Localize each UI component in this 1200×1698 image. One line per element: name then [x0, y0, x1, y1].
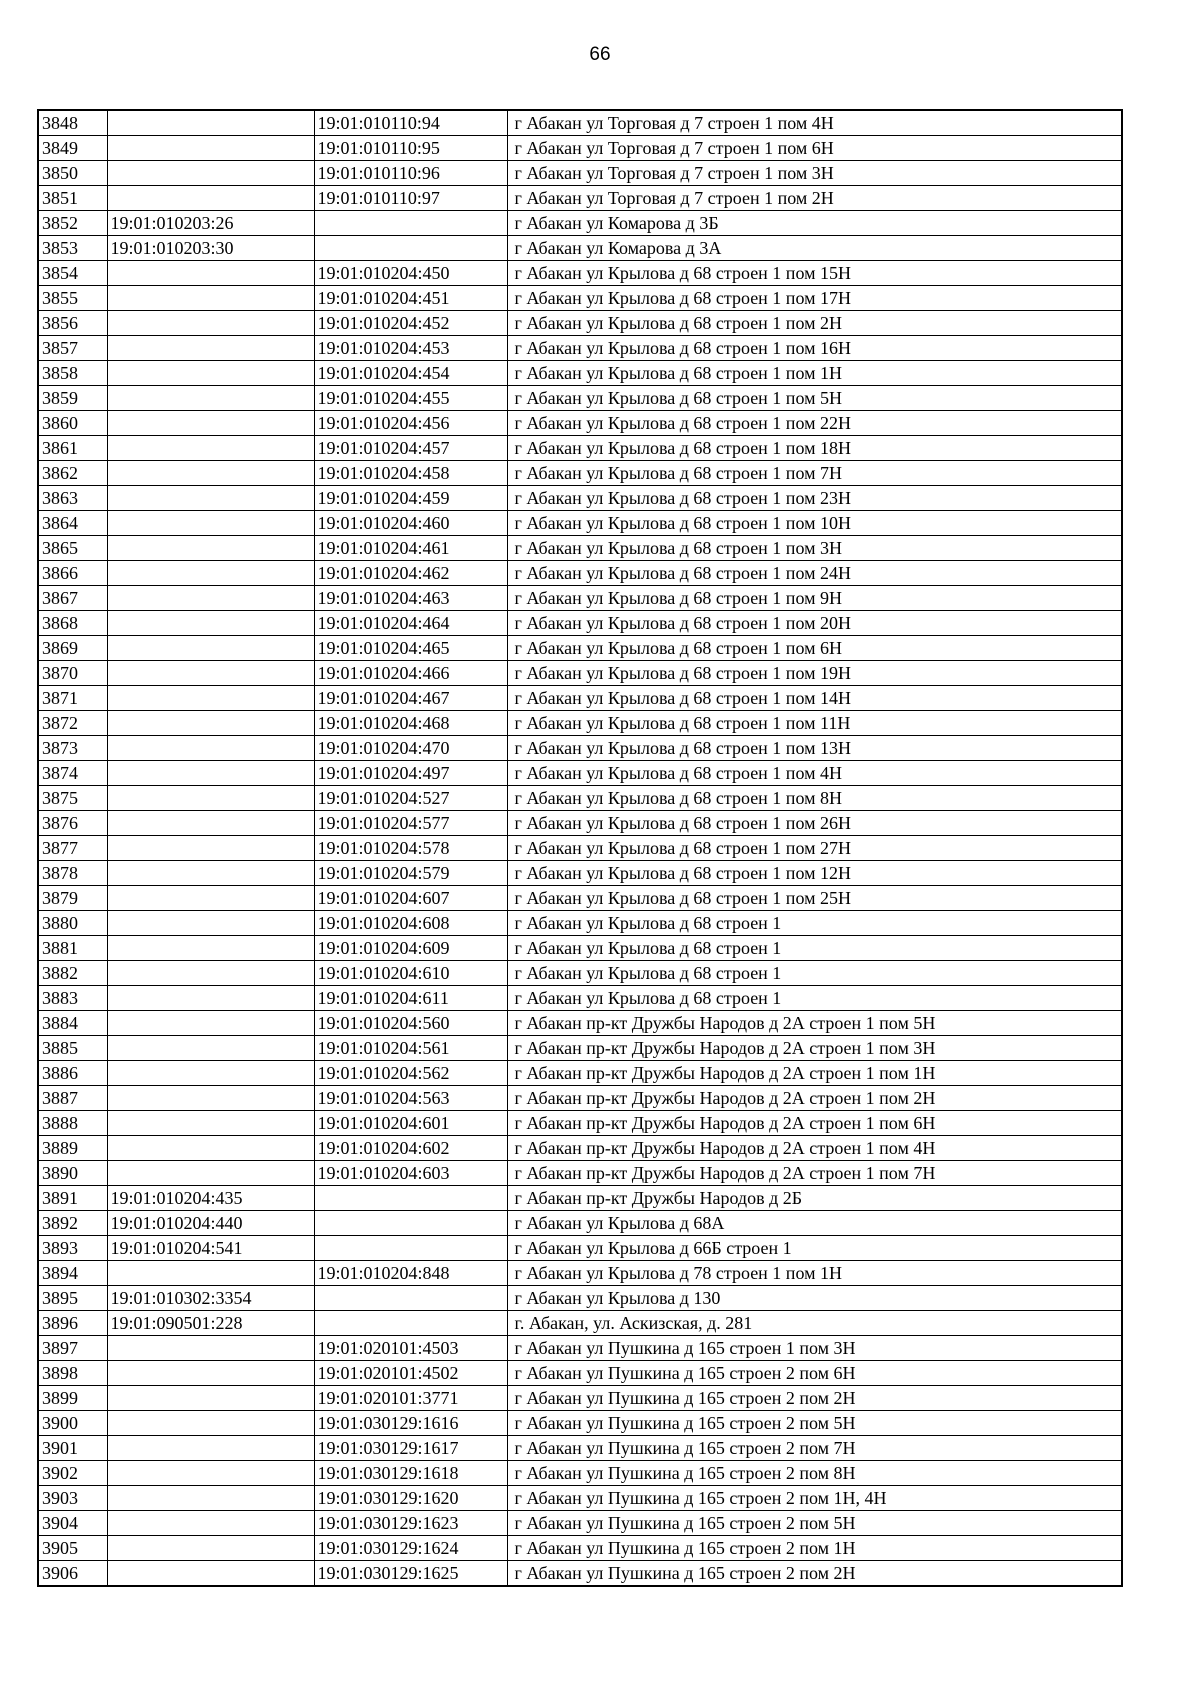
object-cadastral-number-cell: 19:01:010204:459	[314, 486, 507, 511]
land-cadastral-number-cell	[107, 761, 314, 786]
address-cell: г Абакан ул Крылова д 68 строен 1 пом 5Н	[507, 386, 1122, 411]
land-cadastral-number-cell	[107, 1461, 314, 1486]
row-number-cell: 3851	[38, 186, 107, 211]
object-cadastral-number-cell: 19:01:010204:453	[314, 336, 507, 361]
address-cell: г Абакан ул Пушкина д 165 строен 2 пом 1Н, 4Н	[507, 1486, 1122, 1511]
land-cadastral-number-cell	[107, 186, 314, 211]
row-number-cell: 3900	[38, 1411, 107, 1436]
address-cell: г Абакан ул Крылова д 68 строен 1	[507, 936, 1122, 961]
row-number-cell: 3892	[38, 1211, 107, 1236]
row-number-cell: 3877	[38, 836, 107, 861]
land-cadastral-number-cell	[107, 161, 314, 186]
object-cadastral-number-cell: 19:01:030129:1623	[314, 1511, 507, 1536]
land-cadastral-number-cell	[107, 1161, 314, 1186]
land-cadastral-number-cell	[107, 886, 314, 911]
address-cell: г Абакан ул Крылова д 68 строен 1 пом 11Н	[507, 711, 1122, 736]
land-cadastral-number-cell	[107, 1561, 314, 1587]
object-cadastral-number-cell	[314, 1186, 507, 1211]
land-cadastral-number-cell	[107, 1036, 314, 1061]
table-row	[38, 1511, 1122, 1536]
row-number-cell: 3872	[38, 711, 107, 736]
address-cell: г Абакан ул Торговая д 7 строен 1 пом 4Н	[507, 110, 1122, 136]
object-cadastral-number-cell: 19:01:010204:454	[314, 361, 507, 386]
address-cell: г Абакан ул Крылова д 68 строен 1 пом 3Н	[507, 536, 1122, 561]
address-cell: г Абакан ул Торговая д 7 строен 1 пом 6Н	[507, 136, 1122, 161]
object-cadastral-number-cell: 19:01:010204:579	[314, 861, 507, 886]
object-cadastral-number-cell: 19:01:010204:578	[314, 836, 507, 861]
address-cell: г Абакан ул Крылова д 68 строен 1 пом 17Н	[507, 286, 1122, 311]
table-row	[38, 286, 1122, 311]
address-cell: г Абакан ул Крылова д 68 строен 1 пом 25Н	[507, 886, 1122, 911]
object-cadastral-number-cell: 19:01:010204:609	[314, 936, 507, 961]
row-number-cell: 3869	[38, 636, 107, 661]
address-cell: г Абакан пр-кт Дружбы Народов д 2Б	[507, 1186, 1122, 1211]
land-cadastral-number-cell	[107, 811, 314, 836]
object-cadastral-number-cell: 19:01:010204:458	[314, 461, 507, 486]
table-row	[38, 1486, 1122, 1511]
address-cell: г Абакан ул Крылова д 68 строен 1 пом 15Н	[507, 261, 1122, 286]
page-number: 66	[589, 44, 611, 65]
registry-table-body	[38, 110, 1122, 1586]
land-cadastral-number-cell	[107, 1511, 314, 1536]
table-row	[38, 436, 1122, 461]
address-cell: г Абакан ул Пушкина д 165 строен 2 пом 7Н	[507, 1436, 1122, 1461]
table-row	[38, 1336, 1122, 1361]
address-cell: г Абакан ул Пушкина д 165 строен 2 пом 2Н	[507, 1561, 1122, 1587]
table-row	[38, 911, 1122, 936]
address-cell: г Абакан пр-кт Дружбы Народов д 2А строен 1 пом 5Н	[507, 1011, 1122, 1036]
registry-table	[37, 109, 1123, 1587]
table-row	[38, 1436, 1122, 1461]
table-row	[38, 1561, 1122, 1587]
land-cadastral-number-cell	[107, 1386, 314, 1411]
table-row	[38, 886, 1122, 911]
object-cadastral-number-cell: 19:01:010204:603	[314, 1161, 507, 1186]
row-number-cell: 3903	[38, 1486, 107, 1511]
row-number-cell: 3880	[38, 911, 107, 936]
object-cadastral-number-cell: 19:01:010204:464	[314, 611, 507, 636]
object-cadastral-number-cell: 19:01:010204:461	[314, 536, 507, 561]
object-cadastral-number-cell	[314, 1311, 507, 1336]
object-cadastral-number-cell: 19:01:030129:1617	[314, 1436, 507, 1461]
row-number-cell: 3898	[38, 1361, 107, 1386]
land-cadastral-number-cell	[107, 986, 314, 1011]
address-cell: г Абакан ул Крылова д 68 строен 1 пом 16Н	[507, 336, 1122, 361]
object-cadastral-number-cell: 19:01:010110:95	[314, 136, 507, 161]
land-cadastral-number-cell	[107, 661, 314, 686]
object-cadastral-number-cell: 19:01:020101:4502	[314, 1361, 507, 1386]
object-cadastral-number-cell: 19:01:010204:602	[314, 1136, 507, 1161]
row-number-cell: 3890	[38, 1161, 107, 1186]
table-row	[38, 110, 1122, 136]
row-number-cell: 3866	[38, 561, 107, 586]
object-cadastral-number-cell: 19:01:010204:611	[314, 986, 507, 1011]
table-row	[38, 686, 1122, 711]
row-number-cell: 3861	[38, 436, 107, 461]
address-cell: г Абакан ул Крылова д 68 строен 1 пом 18Н	[507, 436, 1122, 461]
row-number-cell: 3885	[38, 1036, 107, 1061]
row-number-cell: 3904	[38, 1511, 107, 1536]
table-row	[38, 511, 1122, 536]
land-cadastral-number-cell	[107, 1011, 314, 1036]
row-number-cell: 3881	[38, 936, 107, 961]
table-row	[38, 1386, 1122, 1411]
row-number-cell: 3848	[38, 110, 107, 136]
land-cadastral-number-cell	[107, 561, 314, 586]
table-row	[38, 336, 1122, 361]
row-number-cell: 3867	[38, 586, 107, 611]
row-number-cell: 3853	[38, 236, 107, 261]
land-cadastral-number-cell: 19:01:010203:26	[107, 211, 314, 236]
table-row	[38, 661, 1122, 686]
row-number-cell: 3875	[38, 786, 107, 811]
row-number-cell: 3893	[38, 1236, 107, 1261]
address-cell: г Абакан ул Торговая д 7 строен 1 пом 3Н	[507, 161, 1122, 186]
object-cadastral-number-cell: 19:01:030129:1624	[314, 1536, 507, 1561]
address-cell: г Абакан ул Пушкина д 165 строен 2 пом 1Н	[507, 1536, 1122, 1561]
land-cadastral-number-cell	[107, 1086, 314, 1111]
table-row	[38, 1211, 1122, 1236]
object-cadastral-number-cell: 19:01:010204:560	[314, 1011, 507, 1036]
object-cadastral-number-cell: 19:01:010204:848	[314, 1261, 507, 1286]
land-cadastral-number-cell	[107, 636, 314, 661]
object-cadastral-number-cell: 19:01:010204:456	[314, 411, 507, 436]
object-cadastral-number-cell	[314, 211, 507, 236]
land-cadastral-number-cell	[107, 611, 314, 636]
land-cadastral-number-cell	[107, 411, 314, 436]
land-cadastral-number-cell	[107, 586, 314, 611]
land-cadastral-number-cell	[107, 336, 314, 361]
table-row	[38, 161, 1122, 186]
address-cell: г Абакан ул Крылова д 68 строен 1 пом 20Н	[507, 611, 1122, 636]
table-row	[38, 1011, 1122, 1036]
row-number-cell: 3863	[38, 486, 107, 511]
object-cadastral-number-cell: 19:01:010204:610	[314, 961, 507, 986]
object-cadastral-number-cell: 19:01:030129:1625	[314, 1561, 507, 1587]
table-row	[38, 1136, 1122, 1161]
address-cell: г Абакан ул Крылова д 68 строен 1	[507, 911, 1122, 936]
table-row	[38, 1411, 1122, 1436]
land-cadastral-number-cell	[107, 110, 314, 136]
object-cadastral-number-cell: 19:01:010110:96	[314, 161, 507, 186]
object-cadastral-number-cell: 19:01:010204:460	[314, 511, 507, 536]
table-row	[38, 636, 1122, 661]
land-cadastral-number-cell	[107, 1111, 314, 1136]
land-cadastral-number-cell	[107, 511, 314, 536]
table-row	[38, 411, 1122, 436]
row-number-cell: 3865	[38, 536, 107, 561]
address-cell: г Абакан пр-кт Дружбы Народов д 2А строен 1 пом 6Н	[507, 1111, 1122, 1136]
address-cell: г Абакан ул Пушкина д 165 строен 2 пом 8Н	[507, 1461, 1122, 1486]
land-cadastral-number-cell: 19:01:010204:440	[107, 1211, 314, 1236]
table-row	[38, 761, 1122, 786]
row-number-cell: 3858	[38, 361, 107, 386]
table-row	[38, 461, 1122, 486]
row-number-cell: 3891	[38, 1186, 107, 1211]
table-row	[38, 811, 1122, 836]
address-cell: г Абакан ул Крылова д 68 строен 1 пом 13Н	[507, 736, 1122, 761]
land-cadastral-number-cell	[107, 1436, 314, 1461]
land-cadastral-number-cell	[107, 1061, 314, 1086]
table-row	[38, 986, 1122, 1011]
address-cell: г Абакан ул Крылова д 68 строен 1 пом 24Н	[507, 561, 1122, 586]
address-cell: г Абакан ул Крылова д 68 строен 1	[507, 986, 1122, 1011]
object-cadastral-number-cell: 19:01:010204:451	[314, 286, 507, 311]
row-number-cell: 3906	[38, 1561, 107, 1587]
table-row	[38, 936, 1122, 961]
object-cadastral-number-cell: 19:01:020101:4503	[314, 1336, 507, 1361]
land-cadastral-number-cell	[107, 711, 314, 736]
table-row	[38, 536, 1122, 561]
object-cadastral-number-cell: 19:01:010204:465	[314, 636, 507, 661]
object-cadastral-number-cell: 19:01:030129:1616	[314, 1411, 507, 1436]
address-cell: г Абакан пр-кт Дружбы Народов д 2А строен 1 пом 3Н	[507, 1036, 1122, 1061]
object-cadastral-number-cell: 19:01:010204:457	[314, 436, 507, 461]
address-cell: г Абакан ул Крылова д 68 строен 1 пом 27Н	[507, 836, 1122, 861]
land-cadastral-number-cell	[107, 1136, 314, 1161]
row-number-cell: 3870	[38, 661, 107, 686]
address-cell: г Абакан ул Крылова д 68 строен 1 пом 22Н	[507, 411, 1122, 436]
row-number-cell: 3882	[38, 961, 107, 986]
table-row	[38, 961, 1122, 986]
land-cadastral-number-cell	[107, 736, 314, 761]
row-number-cell: 3874	[38, 761, 107, 786]
object-cadastral-number-cell: 19:01:010204:527	[314, 786, 507, 811]
object-cadastral-number-cell: 19:01:010204:607	[314, 886, 507, 911]
object-cadastral-number-cell	[314, 1236, 507, 1261]
land-cadastral-number-cell	[107, 361, 314, 386]
row-number-cell: 3868	[38, 611, 107, 636]
object-cadastral-number-cell	[314, 1286, 507, 1311]
object-cadastral-number-cell: 19:01:010110:94	[314, 110, 507, 136]
object-cadastral-number-cell	[314, 236, 507, 261]
object-cadastral-number-cell: 19:01:030129:1618	[314, 1461, 507, 1486]
table-row	[38, 711, 1122, 736]
object-cadastral-number-cell: 19:01:010204:450	[314, 261, 507, 286]
table-row	[38, 1161, 1122, 1186]
address-cell: г Абакан пр-кт Дружбы Народов д 2А строен 1 пом 4Н	[507, 1136, 1122, 1161]
object-cadastral-number-cell: 19:01:010204:466	[314, 661, 507, 686]
land-cadastral-number-cell	[107, 311, 314, 336]
table-row	[38, 211, 1122, 236]
address-cell: г Абакан ул Комарова д 3Б	[507, 211, 1122, 236]
table-row	[38, 1461, 1122, 1486]
table-row	[38, 1311, 1122, 1336]
row-number-cell: 3876	[38, 811, 107, 836]
address-cell: г Абакан ул Крылова д 68 строен 1 пом 8Н	[507, 786, 1122, 811]
table-row	[38, 1286, 1122, 1311]
row-number-cell: 3857	[38, 336, 107, 361]
object-cadastral-number-cell: 19:01:010110:97	[314, 186, 507, 211]
land-cadastral-number-cell: 19:01:090501:228	[107, 1311, 314, 1336]
row-number-cell: 3855	[38, 286, 107, 311]
address-cell: г Абакан ул Крылова д 68 строен 1 пом 2Н	[507, 311, 1122, 336]
row-number-cell: 3895	[38, 1286, 107, 1311]
row-number-cell: 3862	[38, 461, 107, 486]
object-cadastral-number-cell: 19:01:010204:563	[314, 1086, 507, 1111]
row-number-cell: 3897	[38, 1336, 107, 1361]
table-row	[38, 1361, 1122, 1386]
land-cadastral-number-cell	[107, 136, 314, 161]
row-number-cell: 3864	[38, 511, 107, 536]
row-number-cell: 3883	[38, 986, 107, 1011]
address-cell: г Абакан ул Пушкина д 165 строен 2 пом 5Н	[507, 1411, 1122, 1436]
row-number-cell: 3894	[38, 1261, 107, 1286]
address-cell: г Абакан ул Крылова д 68 строен 1 пом 4Н	[507, 761, 1122, 786]
address-cell: г Абакан ул Крылова д 68 строен 1	[507, 961, 1122, 986]
row-number-cell: 3902	[38, 1461, 107, 1486]
table-row	[38, 1061, 1122, 1086]
row-number-cell: 3888	[38, 1111, 107, 1136]
object-cadastral-number-cell: 19:01:010204:470	[314, 736, 507, 761]
table-row	[38, 136, 1122, 161]
address-cell: г Абакан ул Пушкина д 165 строен 2 пом 6Н	[507, 1361, 1122, 1386]
object-cadastral-number-cell: 19:01:010204:463	[314, 586, 507, 611]
object-cadastral-number-cell: 19:01:010204:601	[314, 1111, 507, 1136]
table-row	[38, 1111, 1122, 1136]
land-cadastral-number-cell	[107, 1261, 314, 1286]
table-row	[38, 586, 1122, 611]
address-cell: г Абакан ул Комарова д 3А	[507, 236, 1122, 261]
row-number-cell: 3873	[38, 736, 107, 761]
address-cell: г Абакан ул Крылова д 68 строен 1 пом 19Н	[507, 661, 1122, 686]
object-cadastral-number-cell: 19:01:010204:608	[314, 911, 507, 936]
address-cell: г Абакан ул Крылова д 68 строен 1 пом 1Н	[507, 361, 1122, 386]
table-row	[38, 1186, 1122, 1211]
row-number-cell: 3905	[38, 1536, 107, 1561]
object-cadastral-number-cell: 19:01:010204:577	[314, 811, 507, 836]
address-cell: г Абакан ул Крылова д 68 строен 1 пом 7Н	[507, 461, 1122, 486]
table-row	[38, 186, 1122, 211]
address-cell: г Абакан ул Крылова д 68А	[507, 1211, 1122, 1236]
land-cadastral-number-cell	[107, 261, 314, 286]
table-row	[38, 786, 1122, 811]
address-cell: г Абакан ул Крылова д 68 строен 1 пом 23Н	[507, 486, 1122, 511]
object-cadastral-number-cell: 19:01:010204:455	[314, 386, 507, 411]
address-cell: г Абакан ул Крылова д 68 строен 1 пом 6Н	[507, 636, 1122, 661]
table-row	[38, 1086, 1122, 1111]
table-row	[38, 1036, 1122, 1061]
row-number-cell: 3854	[38, 261, 107, 286]
address-cell: г Абакан пр-кт Дружбы Народов д 2А строен 1 пом 7Н	[507, 1161, 1122, 1186]
row-number-cell: 3884	[38, 1011, 107, 1036]
land-cadastral-number-cell	[107, 536, 314, 561]
row-number-cell: 3852	[38, 211, 107, 236]
land-cadastral-number-cell	[107, 686, 314, 711]
address-cell: г Абакан ул Крылова д 66Б строен 1	[507, 1236, 1122, 1261]
row-number-cell: 3859	[38, 386, 107, 411]
address-cell: г Абакан ул Пушкина д 165 строен 2 пом 2Н	[507, 1386, 1122, 1411]
object-cadastral-number-cell: 19:01:010204:562	[314, 1061, 507, 1086]
land-cadastral-number-cell	[107, 386, 314, 411]
row-number-cell: 3849	[38, 136, 107, 161]
table-row	[38, 261, 1122, 286]
row-number-cell: 3887	[38, 1086, 107, 1111]
object-cadastral-number-cell: 19:01:010204:561	[314, 1036, 507, 1061]
land-cadastral-number-cell	[107, 911, 314, 936]
object-cadastral-number-cell: 19:01:010204:452	[314, 311, 507, 336]
table-row	[38, 311, 1122, 336]
address-cell: г Абакан ул Пушкина д 165 строен 2 пом 5Н	[507, 1511, 1122, 1536]
row-number-cell: 3879	[38, 886, 107, 911]
address-cell: г Абакан ул Крылова д 68 строен 1 пом 10Н	[507, 511, 1122, 536]
land-cadastral-number-cell	[107, 936, 314, 961]
table-row	[38, 561, 1122, 586]
table-row	[38, 736, 1122, 761]
table-row	[38, 486, 1122, 511]
table-row	[38, 836, 1122, 861]
address-cell: г Абакан ул Крылова д 78 строен 1 пом 1Н	[507, 1261, 1122, 1286]
land-cadastral-number-cell	[107, 861, 314, 886]
land-cadastral-number-cell	[107, 286, 314, 311]
table-row	[38, 861, 1122, 886]
land-cadastral-number-cell	[107, 486, 314, 511]
land-cadastral-number-cell: 19:01:010302:3354	[107, 1286, 314, 1311]
land-cadastral-number-cell	[107, 1361, 314, 1386]
table-row	[38, 1536, 1122, 1561]
object-cadastral-number-cell: 19:01:010204:467	[314, 686, 507, 711]
row-number-cell: 3896	[38, 1311, 107, 1336]
land-cadastral-number-cell: 19:01:010204:541	[107, 1236, 314, 1261]
row-number-cell: 3860	[38, 411, 107, 436]
land-cadastral-number-cell	[107, 836, 314, 861]
table-row	[38, 361, 1122, 386]
row-number-cell: 3889	[38, 1136, 107, 1161]
land-cadastral-number-cell	[107, 1336, 314, 1361]
object-cadastral-number-cell: 19:01:010204:462	[314, 561, 507, 586]
table-row	[38, 236, 1122, 261]
land-cadastral-number-cell	[107, 1411, 314, 1436]
address-cell: г Абакан ул Пушкина д 165 строен 1 пом 3Н	[507, 1336, 1122, 1361]
table-row	[38, 1261, 1122, 1286]
address-cell: г Абакан ул Крылова д 68 строен 1 пом 26Н	[507, 811, 1122, 836]
land-cadastral-number-cell: 19:01:010203:30	[107, 236, 314, 261]
table-row	[38, 1236, 1122, 1261]
land-cadastral-number-cell	[107, 786, 314, 811]
row-number-cell: 3899	[38, 1386, 107, 1411]
address-cell: г Абакан пр-кт Дружбы Народов д 2А строен 1 пом 1Н	[507, 1061, 1122, 1086]
address-cell: г Абакан ул Крылова д 130	[507, 1286, 1122, 1311]
address-cell: г Абакан ул Торговая д 7 строен 1 пом 2Н	[507, 186, 1122, 211]
address-cell: г Абакан ул Крылова д 68 строен 1 пом 9Н	[507, 586, 1122, 611]
row-number-cell: 3871	[38, 686, 107, 711]
object-cadastral-number-cell: 19:01:030129:1620	[314, 1486, 507, 1511]
object-cadastral-number-cell	[314, 1211, 507, 1236]
object-cadastral-number-cell: 19:01:010204:468	[314, 711, 507, 736]
address-cell: г Абакан пр-кт Дружбы Народов д 2А строен 1 пом 2Н	[507, 1086, 1122, 1111]
row-number-cell: 3878	[38, 861, 107, 886]
object-cadastral-number-cell: 19:01:020101:3771	[314, 1386, 507, 1411]
table-row	[38, 386, 1122, 411]
address-cell: г Абакан ул Крылова д 68 строен 1 пом 12Н	[507, 861, 1122, 886]
land-cadastral-number-cell	[107, 1486, 314, 1511]
land-cadastral-number-cell	[107, 461, 314, 486]
table-row	[38, 611, 1122, 636]
land-cadastral-number-cell	[107, 1536, 314, 1561]
row-number-cell: 3886	[38, 1061, 107, 1086]
land-cadastral-number-cell	[107, 961, 314, 986]
address-cell: г. Абакан, ул. Аскизская, д. 281	[507, 1311, 1122, 1336]
land-cadastral-number-cell	[107, 436, 314, 461]
land-cadastral-number-cell: 19:01:010204:435	[107, 1186, 314, 1211]
row-number-cell: 3850	[38, 161, 107, 186]
object-cadastral-number-cell: 19:01:010204:497	[314, 761, 507, 786]
row-number-cell: 3901	[38, 1436, 107, 1461]
row-number-cell: 3856	[38, 311, 107, 336]
address-cell: г Абакан ул Крылова д 68 строен 1 пом 14Н	[507, 686, 1122, 711]
